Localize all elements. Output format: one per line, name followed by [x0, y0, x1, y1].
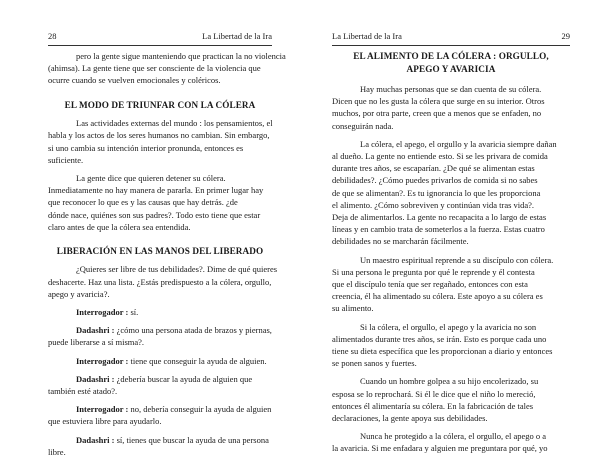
paragraph-line: que reconocer lo que es y las causas que hay detrás. ¿de — [48, 197, 238, 208]
paragraph-line: líneas y en cambio trata de someterlos a la fuerza. Estas cuatro — [332, 224, 545, 235]
paragraph-line: de que se alimentan?. Es tu ignorancia lo que les proporciona — [332, 187, 541, 198]
dialog-line — [48, 373, 272, 385]
dialog-text: ¿cómo una persona atada de brazos y piernas, — [116, 325, 272, 336]
left-page-body — [48, 50, 286, 464]
section-heading: EL ALIMENTO DE LA CÓLERA : ORGULLO, — [353, 51, 549, 61]
paragraph-line: declaraciones, la gente apoya sus debilidades. — [332, 413, 488, 424]
paragraph-line: habla y los actos de los seres humanos no cambian. Sin embargo, — [48, 130, 270, 141]
speaker-label: Interrogador : — [76, 355, 129, 366]
dialog-text: sí, tienes que buscar la ayuda de una persona — [116, 434, 269, 445]
paragraph-line: Si la cólera, el orgullo, el apego y la avaricia no son — [360, 321, 537, 332]
paragraph-line: al dueño. La gente no entiende esto. Si se les privara de comida — [332, 151, 548, 162]
dialog-text: libre. — [48, 446, 66, 457]
paragraph-line: Las actividades externas del mundo : los pensamientos, el — [76, 118, 273, 129]
paragraph-line: apego y avaricia?. — [48, 288, 110, 299]
paragraph-line: Deja de alimentarlos. La gente no recapacita a lo largo de estas — [332, 212, 547, 223]
dialog-line — [48, 415, 272, 427]
dialog-line — [48, 446, 272, 458]
right-page — [300, 0, 600, 463]
left-running-title: La Libertad de la Ira — [202, 31, 272, 41]
speaker-label: Interrogador : — [76, 404, 129, 415]
paragraph-line: deshacerte. Haz una lista. ¿Estás predispuesto a la cólera, orgullo, — [48, 276, 272, 287]
left-page-header — [48, 30, 272, 42]
paragraph-line: entonces él alimentaría su cólera. En la fabricación de tales — [332, 400, 534, 411]
paragraph-line: su alimento. — [332, 303, 374, 314]
paragraph-line: creencia, él ha alimentado su cólera. Este apoyo a su cólera es — [332, 291, 543, 302]
paragraph-line: muchos, por otra parte, creen que a menos que se enfaden, no — [332, 108, 542, 119]
speaker-label: Dadashri : — [76, 325, 115, 336]
paragraph-line: La gente dice que quieren detener su cólera. — [76, 172, 226, 183]
left-page-number: 28 — [48, 31, 57, 41]
dialog-line — [48, 336, 272, 348]
dialog-text: sí. — [130, 307, 139, 318]
paragraph-line: Dicen que no les gusta la cólera que surge en su interior. Otros — [332, 96, 545, 107]
paragraph-line: Cuando un hombre golpea a su hijo encolerizado, su — [360, 376, 539, 387]
paragraph-line: si uno cambia su intención interior pronunda, entonces es — [48, 142, 244, 153]
speaker-label: Dadashri : — [76, 373, 115, 384]
dialog-line — [48, 434, 272, 446]
dialog-line — [48, 355, 272, 367]
dialog-line — [48, 324, 272, 336]
dialog-text: ¿debería buscar la ayuda de alguien que — [116, 373, 253, 384]
section-heading: EL MODO DE TRIUNFAR CON LA CÓLERA — [64, 99, 256, 110]
right-page-body — [332, 50, 570, 461]
paragraph-line: que el discípulo tenía que ser regañado, entonces con esta — [332, 279, 528, 290]
paragraph-line: Hay muchas personas que se dan cuenta de su cólera. — [360, 84, 542, 94]
dialog-text: puede liberarse a sí misma?. — [48, 337, 145, 348]
dialog-line — [48, 306, 272, 318]
dialog-line — [48, 385, 272, 397]
right-header-rule — [332, 45, 570, 46]
speaker-label: Dadashri : — [76, 434, 115, 445]
paragraph-line: Inmediatamente no hay manera de pararla. En primer lugar hay — [48, 185, 264, 196]
paragraph-line: durante tres años, se escaparían. ¿De qué se alimentan estas — [332, 163, 535, 174]
paragraph-line: esposa se lo reprochará. Si él le dice que el niño lo mereció, — [332, 388, 536, 399]
speaker-label: Interrogador : — [76, 307, 129, 318]
dialog-text: también esté atado?. — [48, 386, 118, 397]
paragraph-line: tiene su dieta específica que les proporcionan a diario y entonces — [332, 346, 553, 357]
dialog-text: tiene que conseguir la ayuda de alguien. — [130, 355, 267, 366]
paragraph-line: ¿Quieres ser libre de tus debilidades?. Dime de qué quieres — [76, 264, 278, 275]
right-page-header — [332, 30, 570, 42]
right-running-title: La Libertad de la Ira — [332, 31, 402, 41]
paragraph-line: Un maestro espiritual reprende a su discípulo con cólera. — [360, 254, 554, 265]
paragraph-line: el alimento. ¿Cómo sobreviven y continúan vida tras vida?. — [332, 199, 535, 210]
paragraph-line: debilidades no se marcharán fácilmente. — [332, 236, 469, 247]
paragraph-line: la avaricia. Si me enfadara y alguien me preguntara por qué, yo — [332, 443, 548, 454]
left-header-rule — [48, 45, 272, 46]
paragraph-line: pero la gente sigue manteniendo que practican la no violencia — [76, 51, 286, 61]
paragraph-line: ocurre cuando se vuelven emocionales y coléricos. — [48, 75, 221, 86]
paragraph-line: claro antes de que la cólera sea entendida. — [48, 221, 191, 232]
paragraph-line: Nunca he protegido a la cólera, el orgullo, el apego o a — [360, 431, 547, 442]
paragraph-line: debilidades?. ¿Cómo puedes privarlos de comida si no sabes — [332, 175, 538, 186]
paragraph-line: alimentados durante tres años, se irán. Esto es porque cada uno — [332, 333, 547, 344]
dialog-line — [48, 403, 272, 415]
dialog-text: que estuviera libre para ayudarlo. — [48, 416, 162, 427]
section-heading: LIBERACIÓN EN LAS MANOS DEL LIBERADO — [56, 245, 264, 256]
paragraph-line: dónde nace, quiénes son sus padres?. Todo esto tiene que estar — [48, 209, 261, 220]
paragraph-line: La cólera, el apego, el orgullo y la avaricia siempre dañan — [360, 138, 557, 149]
paragraph-line: Si una persona le pregunta por qué le reprende y él contesta — [332, 266, 535, 277]
paragraph-line: se ponen sanos y fuertes. — [332, 358, 417, 369]
paragraph-line: conseguirán nada. — [332, 120, 394, 131]
paragraph-line: (ahimsa). La gente tiene que ser consciente de la violencia que — [48, 63, 261, 74]
dialog-text: no, debería conseguir la ayuda de alguien — [130, 404, 272, 415]
left-page — [0, 0, 300, 463]
section-heading: APEGO Y AVARICIA — [406, 63, 496, 74]
paragraph-line: suficiente. — [48, 154, 84, 165]
right-page-number: 29 — [561, 31, 570, 41]
